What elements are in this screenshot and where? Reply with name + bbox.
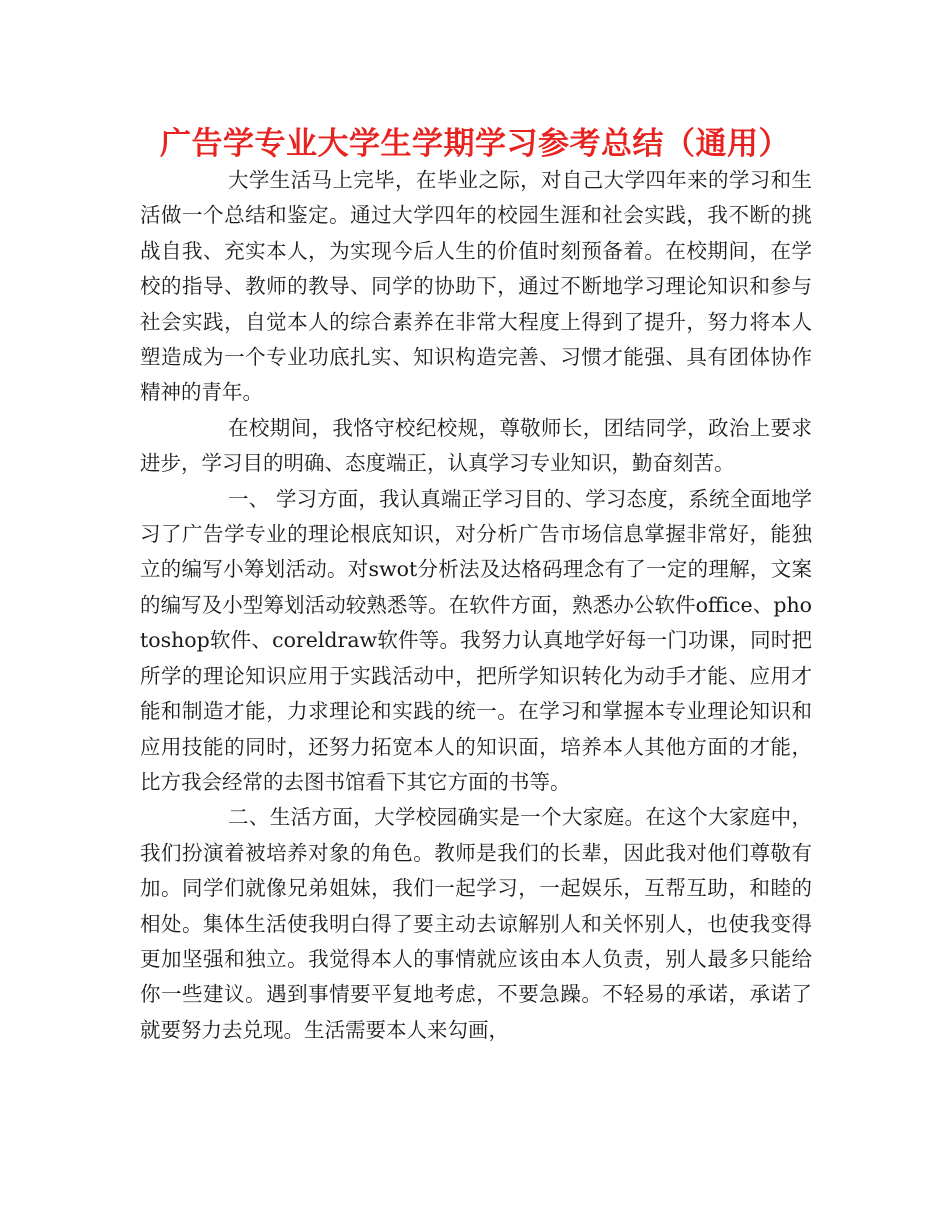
paragraph-study: 一、 学习方面，我认真端正学习目的、学习态度，系统全面地学习了广告学专业的理论根底知识，对分析广告市场信息掌握非常好，能独立的编写小筹划活动。对swot分析法及达格码理念有了一定的理解，文案的编写及小型筹划活动较熟悉等。在软件方面，熟悉办公软件office、photoshop软件、coreldraw软件等。我努力认真地学好每一门功课，同时把所学的理论知识应用于实践活动中，把所学知识转化为动手才能、应用才能和制造才能，力求理论和实践的统一。在学习和掌握本专业理论知识和应用技能的同时，还努力拓宽本人的知识面，培养本人其他方面的才能，比方我会经常的去图书馆看下其它方面的书等。 — [140, 486, 812, 794]
paragraph-intro: 大学生活马上完毕，在毕业之际，对自己大学四年来的学习和生活做一个总结和鉴定。通过大学四年的校园生涯和社会实践，我不断的挑战自我、充实本人，为实现今后人生的价值时刻预备着。在校期间，在学校的指导、教师的教导、同学的协助下，通过不断地学习理论知识和参与社会实践，自觉本人的综合素养在非常大程度上得到了提升，努力将本人塑造成为一个专业功底扎实、知识构造完善、习惯才能强、具有团体协作精神的青年。 — [140, 168, 812, 405]
document-title: 广告学专业大学生学期学习参考总结（通用） — [160, 126, 790, 162]
paragraph-life: 二、生活方面，大学校园确实是一个大家庭。在这个大家庭中，我们扮演着被培养对象的角色。教师是我们的长辈，因此我对他们尊敬有加。同学们就像兄弟姐妹，我们一起学习，一起娱乐，互帮互助，和睦的相处。集体生活使我明白得了要主动去谅解别人和关怀别人，也使我变得更加坚强和独立。我觉得本人的事情就应该由本人负责，别人最多只能给你一些建议。遇到事情要平复地考虑，不要急躁。不轻易的承诺，承诺了就要努力去兑现。生活需要本人来勾画， — [140, 805, 812, 1042]
paragraph-conduct: 在校期间，我恪守校纪校规，尊敬师长，团结同学，政治上要求进步，学习目的明确、态度端正，认真学习专业知识，勤奋刻苦。 — [140, 415, 812, 476]
document-body — [140, 163, 812, 1048]
